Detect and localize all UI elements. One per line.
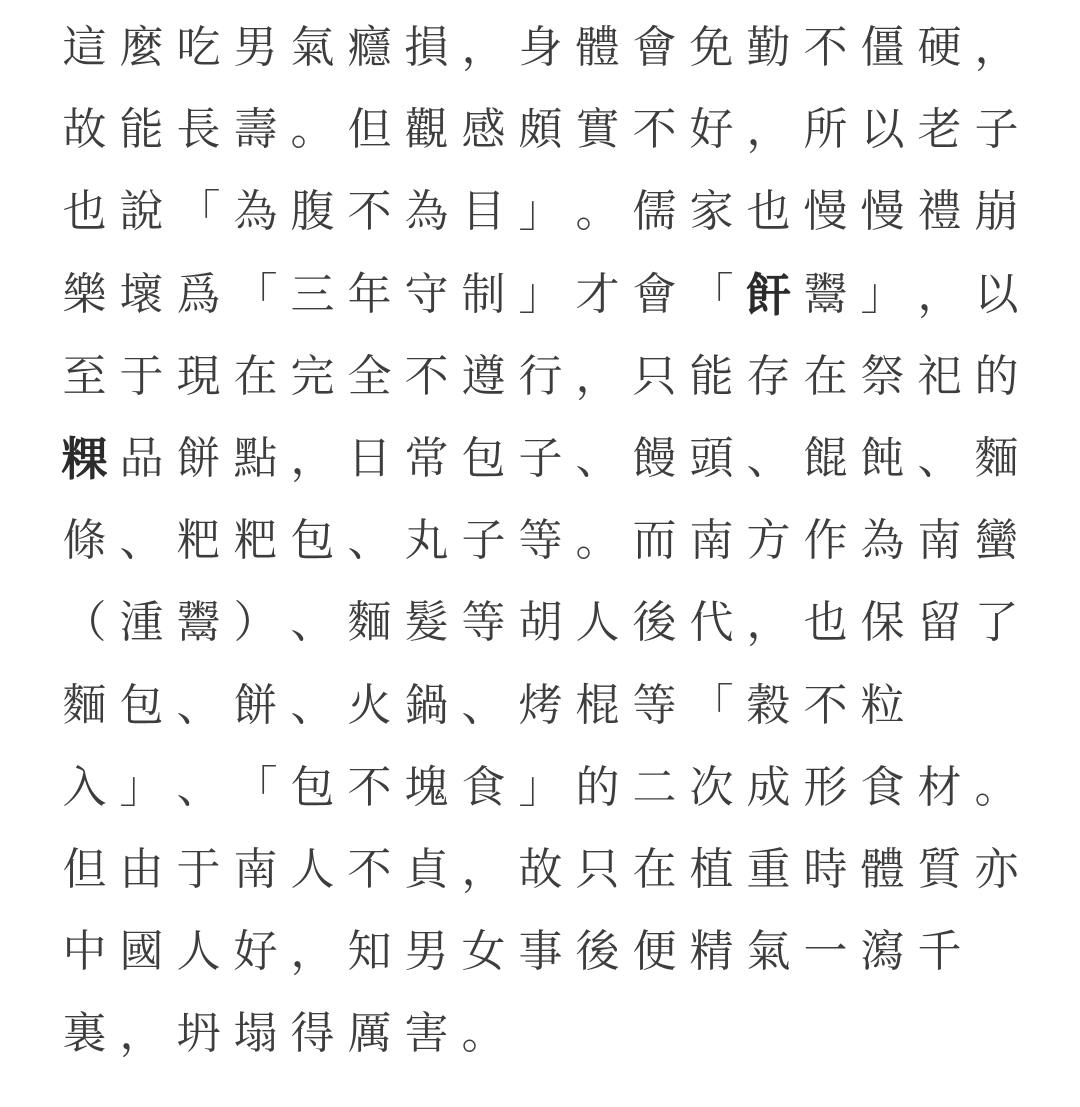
character: 年 [347, 268, 392, 320]
character: 說 [119, 186, 164, 238]
character: 頭 [689, 433, 734, 484]
character: 這 [62, 22, 107, 73]
text-line [56, 587, 1025, 659]
text-line [56, 998, 512, 1070]
character: 國 [119, 926, 164, 978]
character: 饅 [632, 433, 677, 484]
character: 子 [518, 433, 563, 484]
punctuation-mark: 。 [575, 515, 620, 567]
character: 飦 [745, 267, 792, 322]
character: 的 [575, 761, 620, 813]
punctuation-mark: ， [461, 22, 506, 73]
character: 完 [290, 350, 335, 402]
character: 不 [404, 350, 449, 402]
character: 髮 [404, 597, 449, 649]
character: 為 [233, 186, 278, 238]
text-line [56, 670, 911, 742]
punctuation-mark: ， [119, 1008, 164, 1060]
character: 祀 [917, 350, 962, 402]
character: 裏 [62, 1008, 107, 1060]
character: 在 [632, 844, 677, 895]
punctuation-mark: 「 [233, 761, 278, 813]
character: 包 [119, 679, 164, 731]
character: 南 [917, 515, 962, 567]
character: 保 [860, 597, 905, 649]
punctuation-mark: 、 [347, 515, 392, 567]
character: 得 [290, 1008, 335, 1060]
punctuation-mark: 、 [917, 433, 962, 484]
character: 壞 [119, 268, 164, 320]
character: 在 [803, 350, 848, 402]
punctuation-mark: ， [290, 926, 335, 978]
punctuation-mark: 、 [461, 679, 506, 731]
character: 故 [518, 844, 563, 895]
punctuation-mark: 」 [518, 761, 563, 813]
text-line [56, 505, 1025, 577]
punctuation-mark: （ [62, 597, 107, 649]
character: 鍋 [404, 679, 449, 731]
character: 男 [404, 926, 449, 978]
punctuation-mark: ， [290, 433, 335, 484]
text-line [56, 752, 1025, 824]
character: 行 [518, 350, 563, 402]
text-line [56, 341, 1025, 413]
character: 壽 [233, 104, 278, 156]
character: 蠻 [974, 515, 1019, 567]
character: 崩 [974, 186, 1019, 238]
punctuation-mark: 「 [689, 268, 734, 320]
punctuation-mark: ， [917, 268, 962, 320]
character: 存 [746, 350, 791, 402]
character: 故 [62, 104, 107, 156]
punctuation-mark: 、 [176, 761, 221, 813]
text-line [56, 834, 1025, 906]
character: 實 [575, 104, 620, 156]
character: 烤 [518, 679, 563, 731]
character: 能 [689, 350, 734, 402]
character: 于 [119, 350, 164, 402]
character: 氣 [290, 22, 335, 73]
punctuation-mark: 」 [860, 268, 905, 320]
character: 體 [575, 22, 620, 73]
character: 祭 [860, 350, 905, 402]
text-line [56, 176, 1025, 248]
character: 不 [347, 186, 392, 238]
character: 家 [689, 186, 734, 238]
character: 人 [575, 597, 620, 649]
text-line [56, 423, 1025, 495]
character: 亦 [974, 844, 1019, 895]
character: 樂 [62, 268, 107, 320]
character: 不 [347, 761, 392, 813]
character: 千 [917, 926, 962, 978]
character: 粑 [233, 515, 278, 567]
character: 精 [689, 926, 734, 978]
character: 也 [746, 186, 791, 238]
character: 入 [62, 761, 107, 813]
character: 好 [233, 926, 278, 978]
character: 慢 [803, 186, 848, 238]
character: 餛 [803, 433, 848, 484]
character: 害 [404, 1008, 449, 1060]
character: 吃 [176, 22, 221, 73]
character: 長 [176, 104, 221, 156]
character: 能 [119, 104, 164, 156]
character: 南 [689, 515, 734, 567]
character: 方 [746, 515, 791, 567]
character: 爲 [176, 268, 221, 320]
character: 等 [518, 515, 563, 567]
character: 身 [518, 22, 563, 73]
character: 棍 [575, 679, 620, 731]
character: 了 [974, 597, 1019, 649]
punctuation-mark: 「 [233, 268, 278, 320]
character: 一 [803, 926, 848, 978]
character: 食 [461, 761, 506, 813]
character: 常 [404, 433, 449, 484]
character: 南 [233, 844, 278, 895]
character: 等 [632, 679, 677, 731]
character: 飩 [860, 433, 905, 484]
character: 麵 [347, 597, 392, 649]
punctuation-mark: 。 [974, 761, 1019, 813]
punctuation-mark: 、 [176, 679, 221, 731]
character: 瀉 [860, 926, 905, 978]
character: 麵 [62, 679, 107, 731]
text-line [56, 259, 1025, 331]
character: 人 [176, 926, 221, 978]
character: 質 [917, 844, 962, 895]
character: 條 [62, 515, 107, 567]
character: 為 [860, 515, 905, 567]
character: 會 [632, 268, 677, 320]
character: 穀 [746, 679, 791, 731]
character: 感 [461, 104, 506, 156]
character: 男 [233, 22, 278, 73]
character: 所 [803, 104, 848, 156]
character: 僵 [860, 22, 905, 73]
character: 遵 [461, 350, 506, 402]
punctuation-mark: 、 [119, 515, 164, 567]
character: 人 [290, 844, 335, 895]
character: 儒 [632, 186, 677, 238]
character: 只 [632, 350, 677, 402]
character: 日 [347, 433, 392, 484]
character: 制 [461, 268, 506, 320]
character: 後 [632, 597, 677, 649]
character: 以 [974, 268, 1019, 320]
character: 慢 [860, 186, 905, 238]
character: 湩 [119, 597, 164, 649]
character: 也 [62, 186, 107, 238]
character: 粑 [176, 515, 221, 567]
character: 但 [62, 844, 107, 895]
punctuation-mark: 」 [518, 186, 563, 238]
character: 三 [290, 268, 335, 320]
character: 點 [233, 433, 278, 484]
text-line [56, 12, 1025, 84]
text-line [56, 916, 968, 988]
character: 火 [347, 679, 392, 731]
character: 留 [917, 597, 962, 649]
character: 貞 [404, 844, 449, 895]
character: 為 [404, 186, 449, 238]
character: 便 [632, 926, 677, 978]
character: 塊 [404, 761, 449, 813]
character: 癮 [347, 22, 392, 73]
punctuation-mark: 「 [689, 679, 734, 731]
character: 材 [917, 761, 962, 813]
character: 不 [803, 22, 848, 73]
character: 的 [974, 350, 1019, 402]
character: 會 [632, 22, 677, 73]
character: 損 [404, 22, 449, 73]
character: 粒 [860, 679, 905, 731]
character: 全 [347, 350, 392, 402]
character: 于 [176, 844, 221, 895]
punctuation-mark: ） [233, 597, 278, 649]
character: 子 [974, 104, 1019, 156]
character: 觀 [404, 104, 449, 156]
character: 不 [632, 104, 677, 156]
character: 作 [803, 515, 848, 567]
character: 事 [518, 926, 563, 978]
punctuation-mark: 、 [746, 433, 791, 484]
character: 塌 [233, 1008, 278, 1060]
character: 餅 [176, 433, 221, 484]
character: 丸 [404, 515, 449, 567]
character: 子 [461, 515, 506, 567]
punctuation-mark: 。 [461, 1008, 506, 1060]
character: 麵 [974, 433, 1019, 484]
character: 包 [290, 761, 335, 813]
character: 植 [689, 844, 734, 895]
character: 成 [746, 761, 791, 813]
punctuation-mark: 。 [575, 186, 620, 238]
character: 體 [860, 844, 905, 895]
character: 以 [860, 104, 905, 156]
punctuation-mark: 、 [575, 433, 620, 484]
character: 鬻 [803, 268, 848, 320]
character: 麼 [119, 22, 164, 73]
character: 重 [746, 844, 791, 895]
character: 硬 [917, 22, 962, 73]
character: 包 [461, 433, 506, 484]
character: 至 [62, 350, 107, 402]
character: 只 [575, 844, 620, 895]
character: 禮 [917, 186, 962, 238]
character: 勤 [746, 22, 791, 73]
character: 而 [632, 515, 677, 567]
character: 鬻 [176, 597, 221, 649]
character: 目 [461, 186, 506, 238]
character: 中 [62, 926, 107, 978]
character: 好 [689, 104, 734, 156]
character: 女 [461, 926, 506, 978]
character: 不 [347, 844, 392, 895]
character: 老 [917, 104, 962, 156]
character: 坍 [176, 1008, 221, 1060]
character: 食 [860, 761, 905, 813]
character: 守 [404, 268, 449, 320]
character: 品 [119, 433, 164, 484]
character: 由 [119, 844, 164, 895]
character: 但 [347, 104, 392, 156]
punctuation-mark: 」 [119, 761, 164, 813]
punctuation-mark: 、 [290, 597, 335, 649]
punctuation-mark: 」 [518, 268, 563, 320]
character: 胡 [518, 597, 563, 649]
character: 厲 [347, 1008, 392, 1060]
character: 免 [689, 22, 734, 73]
punctuation-mark: ， [746, 597, 791, 649]
character: 在 [233, 350, 278, 402]
punctuation-mark: 。 [290, 104, 335, 156]
character: 包 [290, 515, 335, 567]
character: 形 [803, 761, 848, 813]
character: 氣 [746, 926, 791, 978]
character: 粿 [61, 432, 108, 486]
punctuation-mark: 、 [290, 679, 335, 731]
character: 次 [689, 761, 734, 813]
character: 二 [632, 761, 677, 813]
character: 等 [461, 597, 506, 649]
character: 也 [803, 597, 848, 649]
text-line [56, 94, 1025, 166]
character: 時 [803, 844, 848, 895]
punctuation-mark: ， [974, 22, 1019, 73]
punctuation-mark: 「 [176, 186, 221, 238]
character: 知 [347, 926, 392, 978]
punctuation-mark: ， [461, 844, 506, 895]
character: 不 [803, 679, 848, 731]
character: 腹 [290, 186, 335, 238]
character: 頗 [518, 104, 563, 156]
punctuation-mark: ， [746, 104, 791, 156]
character: 代 [689, 597, 734, 649]
character: 現 [176, 350, 221, 402]
character: 餅 [233, 679, 278, 731]
character: 後 [575, 926, 620, 978]
character: 才 [575, 268, 620, 320]
punctuation-mark: ， [575, 350, 620, 402]
